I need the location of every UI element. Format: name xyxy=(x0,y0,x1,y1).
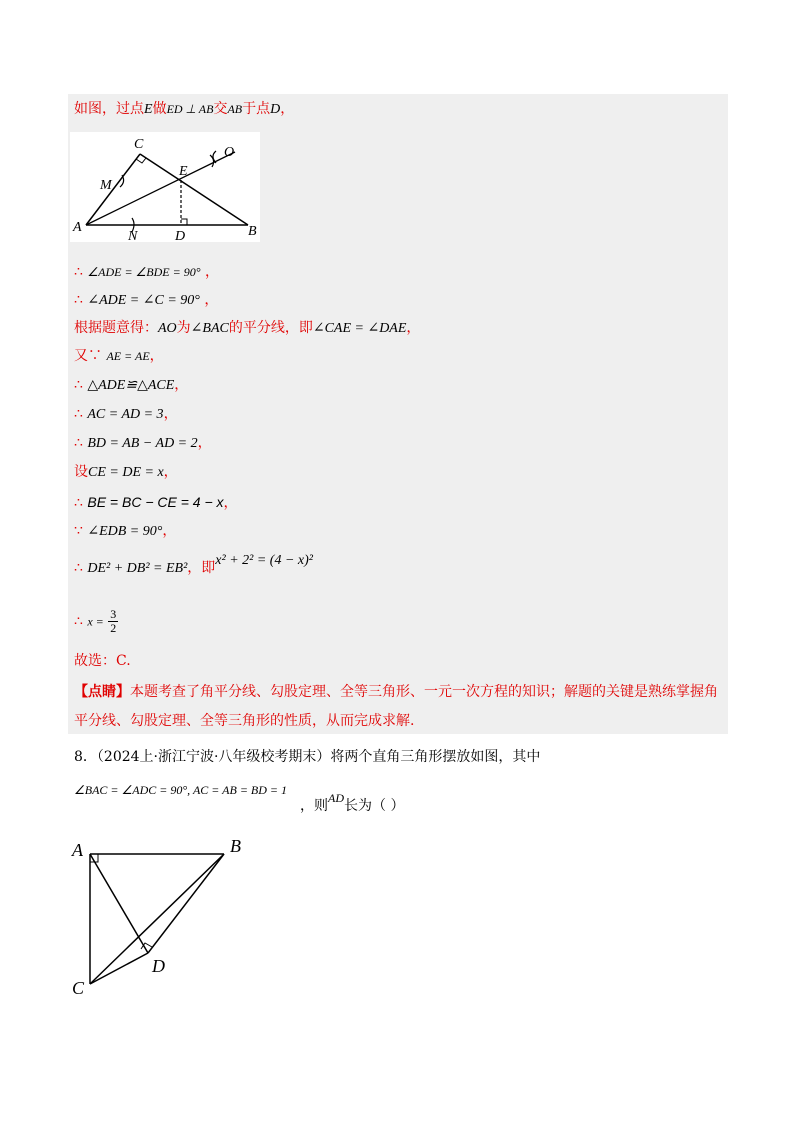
comment-line-2: 平分线、勾股定理、全等三角形的性质，从而完成求解. xyxy=(74,713,415,729)
step-3: 根据题意得：AO为∠BAC的平分线，即∠CAE = ∠DAE， xyxy=(74,320,421,336)
answer-text: 故选：C. xyxy=(74,653,131,669)
label-c2: C xyxy=(72,978,85,998)
fraction: $\frac{3}{2}$ xyxy=(110,607,117,635)
step-2: ∴ ∠ADE = ∠C = 90° ， xyxy=(74,292,219,308)
figure-question-8 xyxy=(66,832,276,1002)
comment-line-1: 【点睛】本题考查了角平分线、勾股定理、全等三角形、一元一次方程的知识；解题的关键是熟练掌握角 xyxy=(74,684,718,700)
question-8-ask: ，则AD长为（ ） xyxy=(300,791,405,814)
label-b2: B xyxy=(230,836,241,856)
step-8: 设CE = DE = x， xyxy=(74,464,178,480)
label-c: C xyxy=(134,137,144,152)
label-o: O xyxy=(224,145,235,160)
label-d2: D xyxy=(152,956,165,976)
figure-triangle-abc xyxy=(70,132,260,242)
step-result: ∴ x = $\frac{3}{2}$ xyxy=(74,607,117,635)
label-m: M xyxy=(100,178,112,193)
solution-intro: 如图，过点E做ED ⊥ AB交AB于点D， xyxy=(74,101,295,117)
question-8-title: 8．（2024上·浙江宁波·八年级校考期末）将两个直角三角形摆放如图，其中 xyxy=(74,749,541,765)
step-10: ∵ ∠EDB = 90°， xyxy=(74,523,177,539)
step-1: ∴ ∠ADE = ∠BDE = 90° ， xyxy=(74,264,219,280)
label-d: D xyxy=(175,229,186,242)
label-a: A xyxy=(73,220,82,235)
step-6: ∴ AC = AD = 3， xyxy=(74,406,178,422)
label-n: N xyxy=(128,229,138,242)
step-5: ∴ △ADE≌△ACE， xyxy=(74,377,189,393)
label-b: B xyxy=(248,224,257,239)
step-pythagoras: ∴ DE² + DB² = EB²，即x² + 2² = (4 − x)² xyxy=(74,553,313,576)
step-9: ∴ BE = BC − CE = 4 − x， xyxy=(74,494,238,511)
step-4: 又∵ AE = AE， xyxy=(74,348,164,364)
step-7: ∴ BD = AB − AD = 2， xyxy=(74,435,212,451)
label-e: E xyxy=(179,164,188,179)
question-8-condition: ∠BAC = ∠ADC = 90°, AC = AB = BD = 1 xyxy=(74,783,288,797)
label-a2: A xyxy=(72,840,83,860)
